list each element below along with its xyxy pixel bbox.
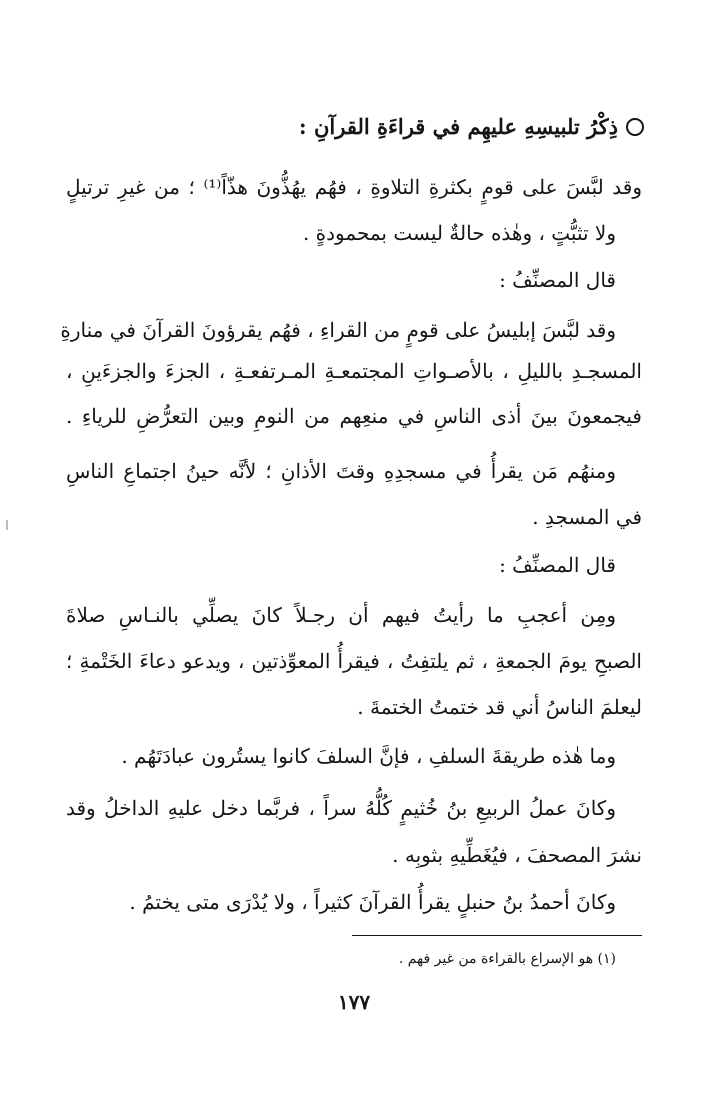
paragraph-4-line-2: الصبحِ يومَ الجمعةِ ، ثم يلتفِتُ ، فيقرأُ المعوِّذتين ، ويدعو دعاءَ الخَتْمةِ ؛ bbox=[66, 649, 642, 673]
paragraph-2-line-2: المسجـدِ بالليلِ ، بالأصـواتِ المجتمعـةِ المـرتفعـةِ ، الجزءَ والجزءَينِ ، bbox=[66, 359, 642, 383]
paragraph-7: وكانَ أحمدُ بنُ حنبلٍ يقرأُ القرآنَ كثيراً ، ولا يُدْرَى متى يختمُ . bbox=[129, 890, 616, 914]
margin-mark bbox=[6, 520, 8, 530]
author-label-2: قال المصنِّفُ : bbox=[499, 553, 616, 577]
paragraph-5: وما هٰذه طريقةَ السلفِ ، فإنَّ السلفَ كانوا يستُرون عبادَتَهُم . bbox=[121, 744, 616, 768]
paragraph-2-line-3: فيجمعونَ بينَ أذى الناسِ في منعِهم من النومِ وبين التعرُّضِ للرياءِ . bbox=[66, 404, 642, 428]
footnote-divider bbox=[352, 935, 642, 936]
paragraph-3-line-1: ومنهُم مَن يقرأُ في مسجدِهِ وقتَ الأذانِ ؛ لأنَّه حينُ اجتماعِ الناسِ bbox=[66, 459, 616, 483]
footnote: (١) هو الإسراع بالقراءة من غير فهم . bbox=[398, 951, 616, 967]
paragraph-2-line-1: وقد لبَّسَ إبليسُ على قومٍ من القراءِ ، فهُم يقرؤونَ القرآنَ في منارةِ bbox=[60, 318, 616, 342]
paragraph-6-line-2: نشرَ المصحفَ ، فيُغَطِّيهِ بثوبِه . bbox=[392, 843, 642, 867]
paragraph-4-line-1: ومِن أعجبِ ما رأيتُ فيهم أن رجـلاً كانَ يصلِّي بالنـاسِ صلاةَ bbox=[66, 603, 616, 627]
page-number: ١٧٧ bbox=[337, 990, 371, 1014]
section-heading bbox=[299, 112, 644, 142]
section-heading-text: ذِكْرُ تلبيسِهِ عليهِم في قراءَةِ القرآنِ : bbox=[298, 114, 618, 139]
paragraph-1-line-2: ولا تثبُّتٍ ، وهٰذه حالةٌ ليست بمحمودةٍ . bbox=[302, 221, 616, 245]
paragraph-3-line-2: في المسجدِ . bbox=[532, 505, 642, 529]
paragraph-6-line-1: وكانَ عملُ الربيعِ بنُ خُثيمٍ كُلُّهُ سراً ، فربَّما دخل عليهِ الداخلُ وقد bbox=[66, 796, 616, 820]
circle-bullet-icon bbox=[626, 118, 644, 136]
author-label-1: قال المصنِّفُ : bbox=[499, 268, 616, 292]
paragraph-4-line-3: ليعلمَ الناسُ أني قد ختمتُ الختمةَ . bbox=[357, 695, 642, 719]
paragraph-1-line-1: وقد لبَّسَ على قومٍ بكثرةِ التلاوةِ ، فهُم يهُذُّونَ هذّاً⁽¹⁾ ؛ من غيرِ ترتيلٍ bbox=[66, 175, 642, 199]
